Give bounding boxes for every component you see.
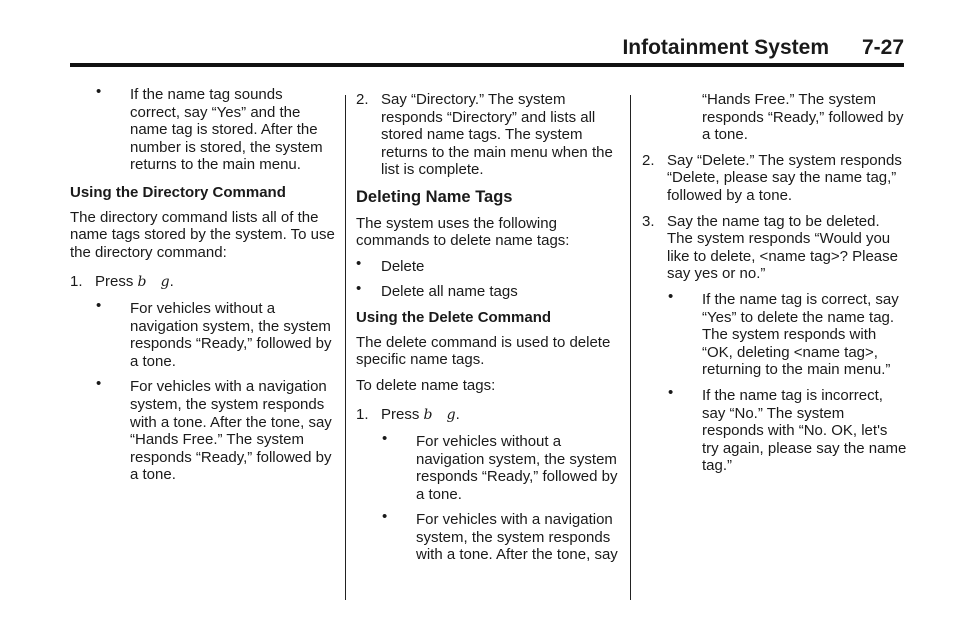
page-header (70, 36, 904, 64)
bullet-icon: • (96, 83, 102, 100)
bullet-text: For vehicles with a navigation system, the system responds with a tone. After the tone, say “Hands Free.” The system responds “Ready,” followed by a tone. (130, 378, 332, 484)
paragraph: The delete command is used to delete specific name tags. (356, 333, 611, 369)
bullet-item (356, 429, 618, 503)
column-1 (70, 83, 335, 492)
paragraph: The system uses the following commands to delete name tags: (356, 214, 570, 250)
heading-deleting-name-tags: Deleting Name Tags (356, 187, 513, 206)
bullet-item (642, 383, 907, 475)
step-end: . (169, 273, 174, 291)
step-1 (70, 273, 335, 292)
paragraph: To delete name tags: (356, 376, 496, 394)
step-2 (642, 152, 907, 205)
step-text: Press (95, 273, 134, 291)
step-2 (356, 91, 618, 179)
bullet-text: For vehicles without a navigation system, the system responds “Ready,” followed by a tone. (130, 299, 332, 370)
bullet-icon: • (96, 296, 102, 314)
bullet-text: If the name tag is correct, say “Yes” to delete the name tag. The system responds with “OK, deleting <name tag>, returning to the main menu.” (702, 290, 899, 379)
header-rule (70, 63, 904, 67)
bullet-item (356, 280, 618, 301)
bullet-icon: • (382, 429, 388, 447)
step-text: Press (381, 406, 420, 424)
page-number: 7-27 (861, 36, 904, 59)
bullet-text: If the name tag sounds correct, say “Yes” and the name tag is stored. After the number is stored, the system returns to the main menu. (130, 86, 323, 174)
paragraph: The directory command lists all of the name tags stored by the system. To use the directory command: (70, 208, 335, 261)
column-3 (642, 91, 907, 483)
voice-symbol-icon: g (160, 274, 170, 291)
phone-symbol-icon: b (423, 407, 433, 424)
phone-symbol-icon: b (137, 274, 147, 291)
continued-text: “Hands Free.” The system responds “Ready,” followed by a tone. (702, 91, 904, 144)
column-divider-1 (345, 95, 346, 600)
subheading-directory: Using the Directory Command (70, 183, 286, 201)
bullet-text: Delete (381, 257, 425, 275)
bullet-item (356, 508, 618, 564)
bullet-item (70, 83, 335, 174)
voice-symbol-icon: g (446, 407, 456, 424)
bullet-icon: • (382, 508, 388, 526)
bullet-text: If the name tag is incorrect, say “No.” The system responds with “No. OK, let's try again, please say the name tag.” (702, 386, 907, 475)
bullet-icon: • (96, 375, 102, 393)
bullet-item (356, 254, 618, 276)
bullet-item (642, 287, 907, 379)
section-title: Infotainment System (622, 36, 829, 59)
step-text: Say “Delete.” The system responds “Delete, please say the name tag,” followed by a tone. (667, 151, 902, 204)
step-text: Say “Directory.” The system responds “Directory” and lists all stored name tags. The system returns to the main menu when the list is complete. (381, 91, 613, 179)
bullet-icon: • (356, 254, 362, 272)
step-number: 1. (356, 406, 369, 424)
bullet-icon: • (668, 383, 674, 401)
bullet-icon: • (668, 287, 674, 305)
column-divider-2 (630, 95, 631, 600)
bullet-text: For vehicles with a navigation system, the system responds with a tone. After the tone, say (416, 511, 618, 564)
step-3 (642, 213, 907, 283)
column-2 (356, 91, 618, 572)
bullet-text: Delete all name tags (381, 283, 518, 301)
step-end: . (455, 406, 460, 424)
step-number: 2. (642, 151, 655, 169)
subheading-delete-command: Using the Delete Command (356, 308, 552, 326)
bullet-text: For vehicles without a navigation system, the system responds “Ready,” followed by a tone. (416, 432, 618, 503)
bullet-item (70, 296, 335, 370)
step-number: 2. (356, 91, 369, 108)
step-1 (356, 406, 618, 425)
step-number: 3. (642, 212, 655, 230)
step-number: 1. (70, 273, 83, 291)
bullet-icon: • (356, 280, 362, 298)
bullet-item (70, 375, 335, 484)
step-text: Say the name tag to be deleted. The system responds “Would you like to delete, <name tag>? Please say yes or no.” (667, 212, 898, 283)
